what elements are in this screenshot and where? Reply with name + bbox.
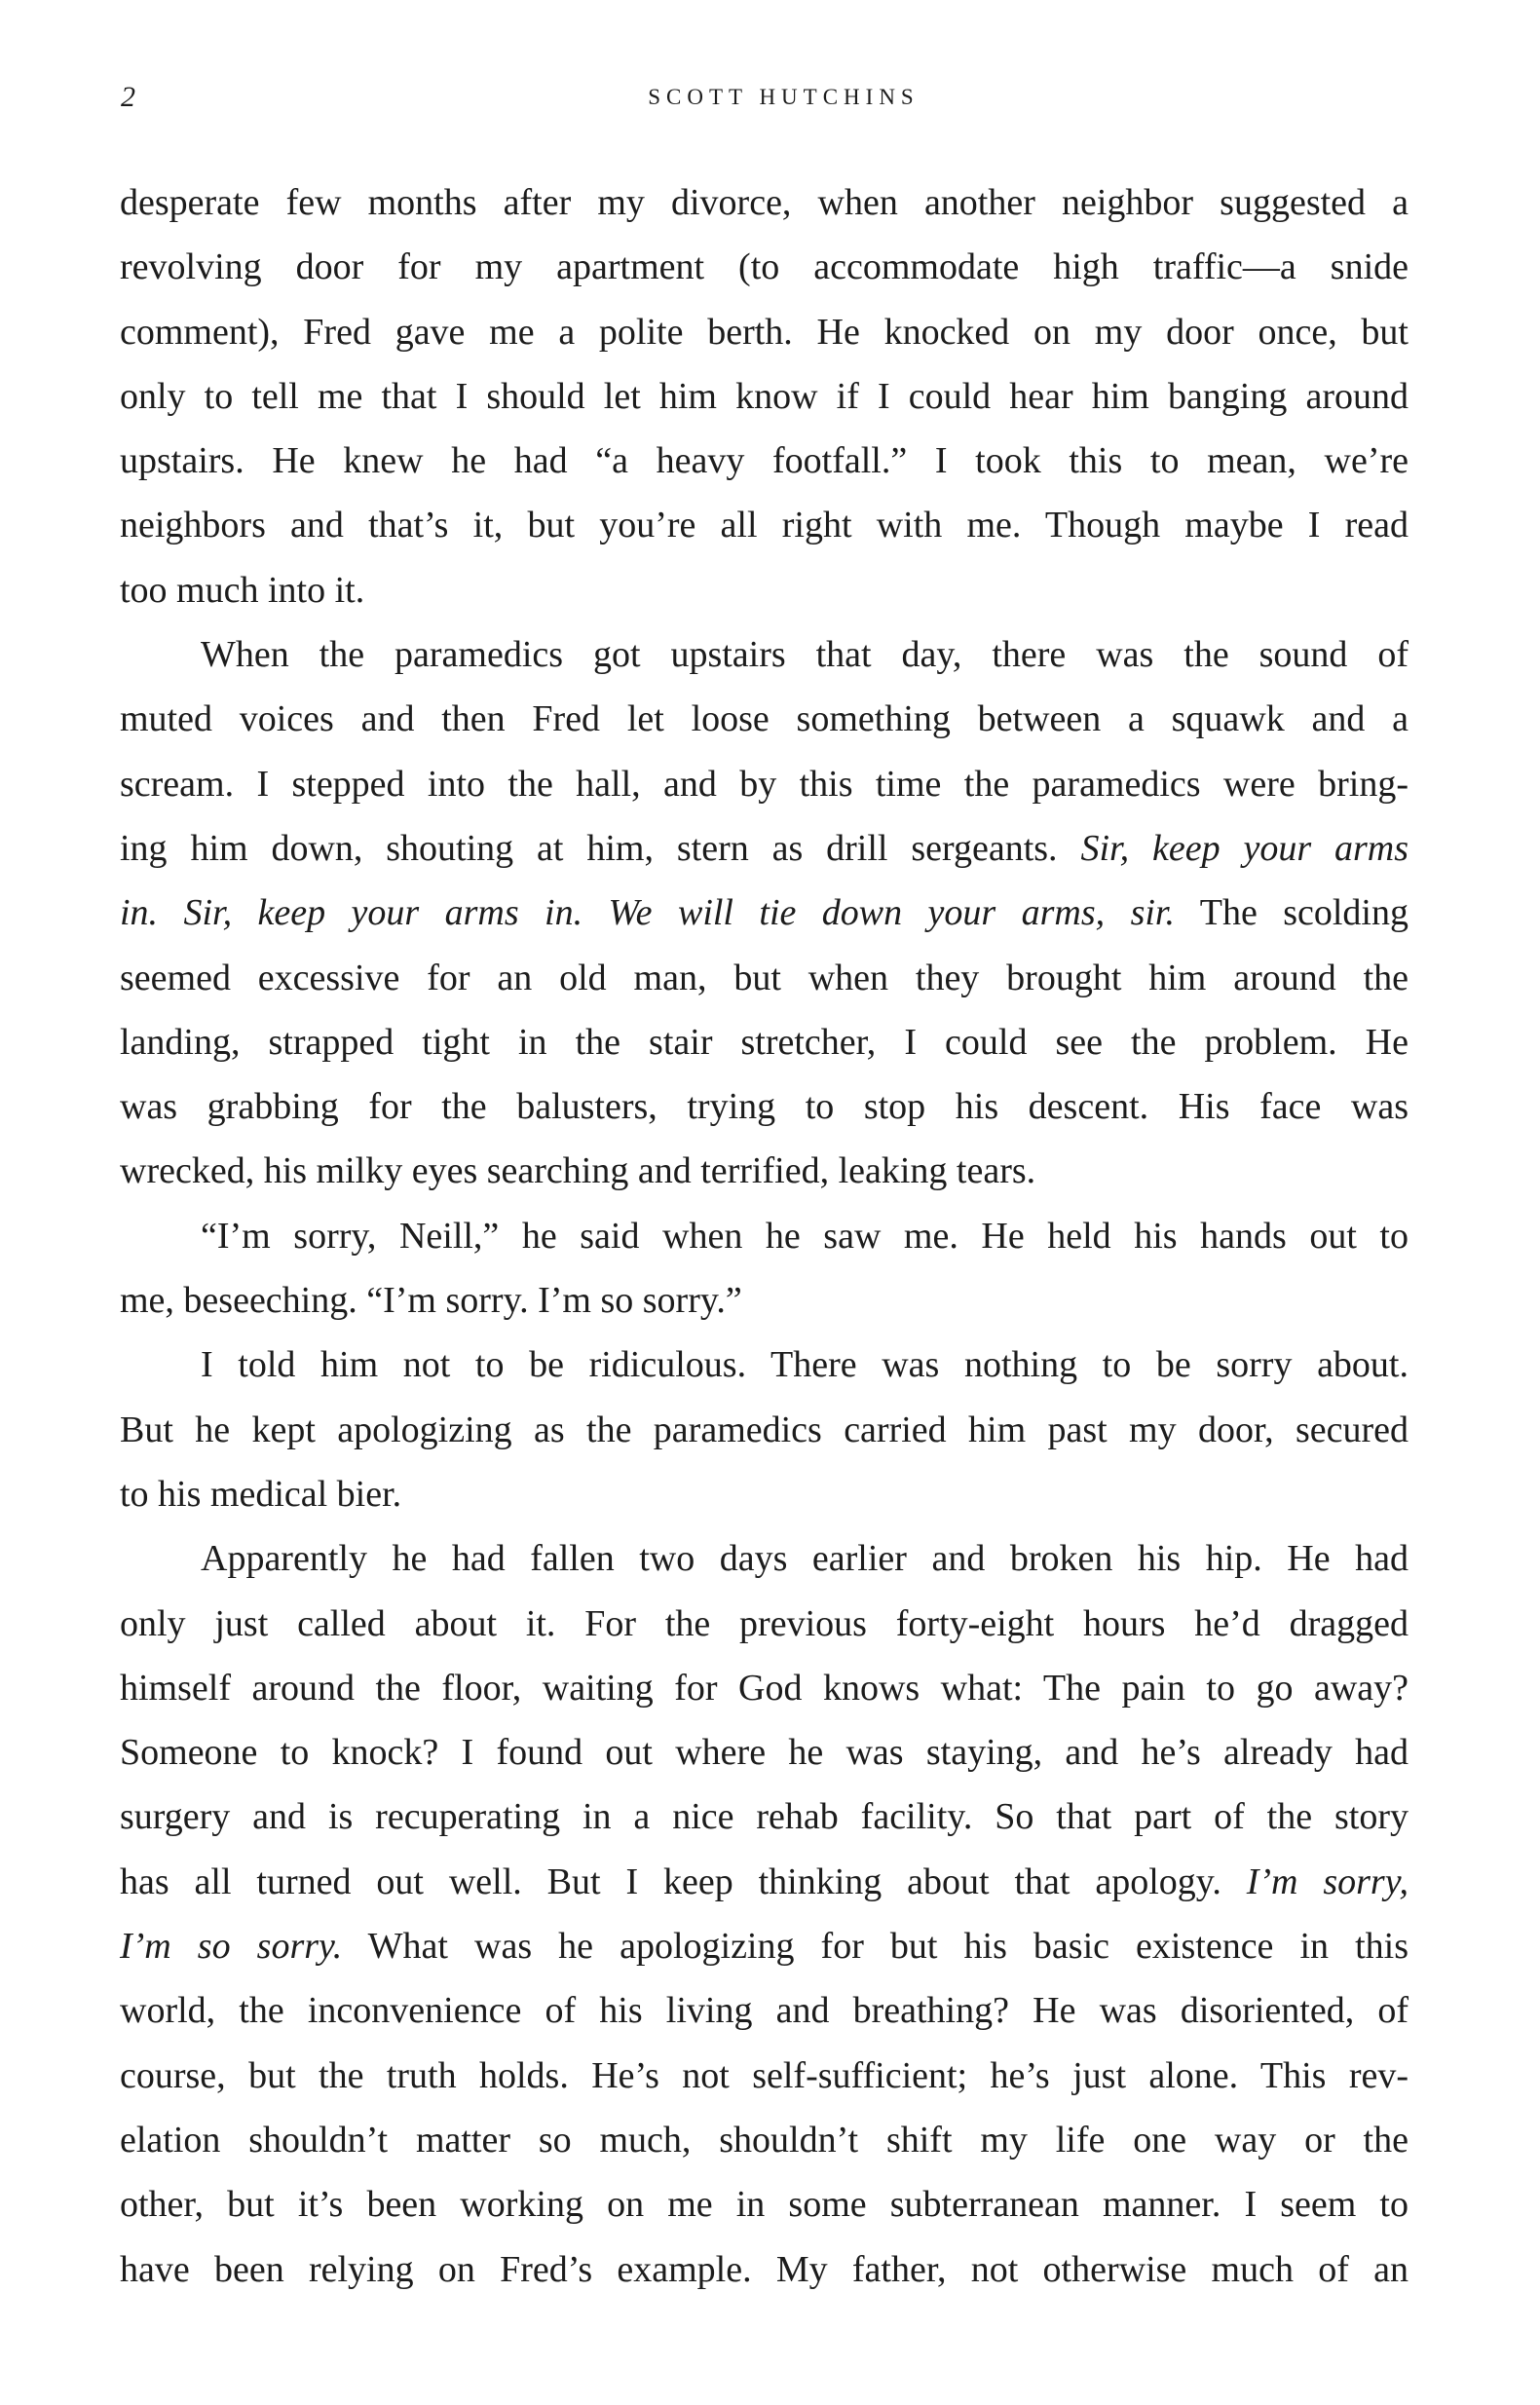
text-line: upstairs. He knew he had “a heavy footfall.” I took this to mean, we’re	[120, 440, 1409, 482]
text-line	[120, 816, 1409, 881]
text-line: only to tell me that I should let him know if I could hear him banging around	[120, 375, 1409, 417]
text-line: me, beseeching. “I’m sorry. I’m so sorry.”	[120, 1280, 742, 1322]
text-line: to his medical bier.	[120, 1473, 402, 1515]
text-line: course, but the truth holds. He’s not self-sufficient; he’s just alone. This rev-	[120, 2054, 1409, 2096]
text-line: desperate few months after my divorce, when another neighbor suggested a	[120, 182, 1409, 223]
running-head-author: SCOTT HUTCHINS	[648, 85, 920, 109]
text-line: When the paramedics got upstairs that day, there was the sound of	[201, 634, 1409, 676]
text-line: world, the inconvenience of his living and breathing? He was disoriented, of	[120, 1990, 1409, 2032]
text-line: too much into it.	[120, 569, 365, 611]
text-line: neighbors and that’s it, but you’re all right with me. Though maybe I read	[120, 505, 1409, 546]
text-line	[120, 1850, 1409, 1914]
text-line	[120, 1914, 1409, 1978]
text-line: elation shouldn’t matter so much, shouldn’t shift my life one way or the	[120, 2119, 1409, 2161]
body-text	[120, 170, 1409, 2302]
text-line: I told him not to be ridiculous. There was nothing to be sorry about.	[201, 1344, 1409, 1386]
text-line: himself around the floor, waiting for God knows what: The pain to go away?	[120, 1667, 1409, 1709]
italic-segment: Sir, keep your arms	[1080, 827, 1409, 869]
text-line: surgery and is recuperating in a nice rehab facility. So that part of the story	[120, 1796, 1409, 1838]
running-head	[121, 78, 1408, 117]
text-segment: ing him down, shouting at him, stern as drill sergeants.	[120, 827, 1081, 869]
text-line: have been relying on Fred’s example. My father, not otherwise much of an	[120, 2248, 1409, 2290]
text-segment: has all turned out well. But I keep thinking about that apology.	[120, 1860, 1247, 1902]
text-line: Apparently he had fallen two days earlier and broken his hip. He had	[201, 1538, 1409, 1580]
text-line: only just called about it. For the previous forty-eight hours he’d dragged	[120, 1602, 1409, 1644]
text-line: landing, strapped tight in the stair stretcher, I could see the problem. He	[120, 1021, 1409, 1063]
text-segment: What was he apologizing for but his basic existence in this	[342, 1926, 1409, 1968]
text-line: seemed excessive for an old man, but when they brought him around the	[120, 957, 1409, 998]
text-line: muted voices and then Fred let loose something between a squawk and a	[120, 698, 1409, 740]
text-line: revolving door for my apartment (to accommodate high traffic—a snide	[120, 246, 1409, 288]
text-line: scream. I stepped into the hall, and by this time the paramedics were bring-	[120, 763, 1409, 805]
page-number: 2	[121, 81, 135, 113]
text-line	[120, 881, 1409, 945]
text-line: Someone to knock? I found out where he was staying, and he’s already had	[120, 1732, 1409, 1774]
text-segment: The scolding	[1175, 892, 1409, 934]
text-line: was grabbing for the balusters, trying to stop his descent. His face was	[120, 1086, 1409, 1128]
text-line: “I’m sorry, Neill,” he said when he saw me. He held his hands out to	[201, 1215, 1409, 1257]
text-line: But he kept apologizing as the paramedics carried him past my door, secured	[120, 1409, 1409, 1450]
text-line: other, but it’s been working on me in some subterranean manner. I seem to	[120, 2184, 1409, 2226]
italic-segment: I’m so sorry.	[120, 1926, 343, 1968]
text-line: comment), Fred gave me a polite berth. He knocked on my door once, but	[120, 311, 1409, 353]
text-line: wrecked, his milky eyes searching and terrified, leaking tears.	[120, 1150, 1036, 1192]
italic-segment: in. Sir, keep your arms in. We will tie down your arms, sir.	[120, 892, 1175, 934]
italic-segment: I’m sorry,	[1246, 1860, 1409, 1902]
